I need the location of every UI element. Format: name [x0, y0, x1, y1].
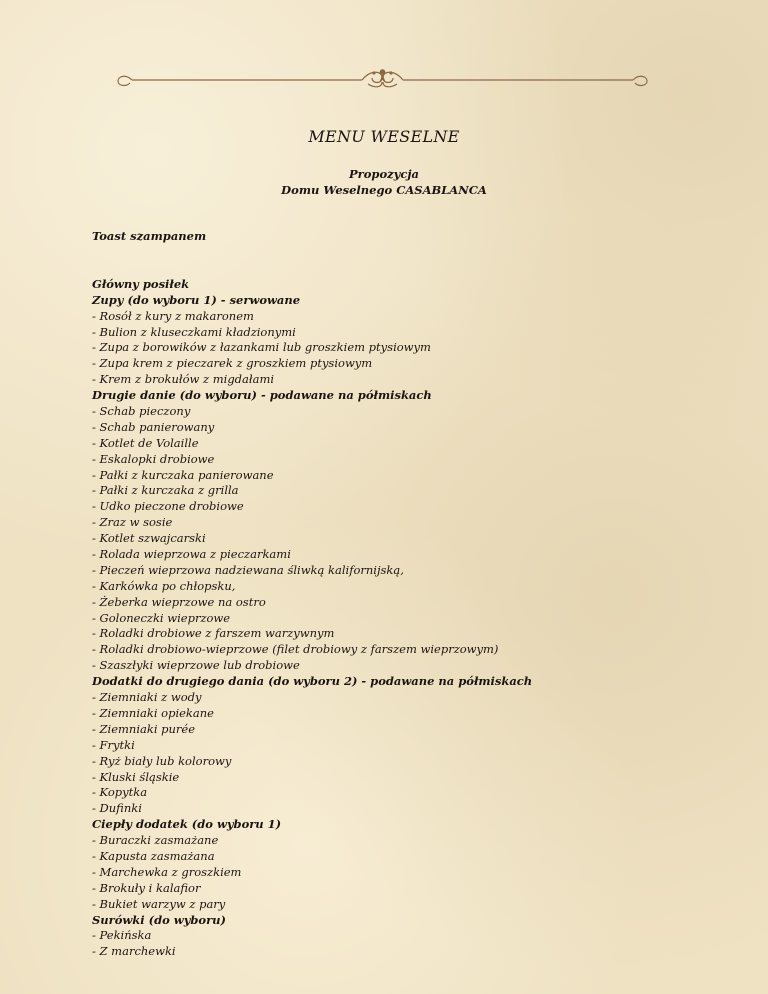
menu-item: - Zraz w sosie — [92, 515, 173, 530]
menu-item: - Kotlet szwajcarski — [92, 531, 206, 546]
menu-item: - Bukiet warzyw z pary — [92, 896, 226, 911]
menu-item: - Roladki drobiowo-wieprzowe (filet drobiowy z farszem wieprzowym) — [92, 642, 499, 657]
menu-item: - Kapusta zasmażana — [92, 848, 215, 863]
second-course-heading: Drugie danie (do wyboru) - podawane na półmiskach — [92, 388, 432, 403]
menu-item: - Brokuły i kalafior — [92, 880, 201, 895]
menu-item: - Pieczeń wieprzowa nadziewana śliwką kalifornijską, — [92, 562, 404, 577]
menu-item: - Żeberka wieprzowe na ostro — [92, 594, 266, 609]
menu-item: - Karkówka po chłopsku, — [92, 578, 236, 593]
menu-item: - Eskalopki drobiowe — [92, 451, 215, 466]
page-title: MENU WESELNE — [308, 127, 460, 146]
menu-item: - Kluski śląskie — [92, 769, 180, 784]
menu-item: - Zupa z borowików z łazankami lub groszkiem ptysiowym — [92, 340, 431, 355]
menu-item: - Rosół z kury z makaronem — [92, 308, 254, 323]
menu-item: - Zupa krem z pieczarek z groszkiem ptysiowym — [92, 356, 373, 371]
menu-item: - Pałki z kurczaka panierowane — [92, 467, 274, 482]
menu-item: - Pekińska — [92, 928, 152, 943]
floral-divider-icon — [110, 64, 655, 92]
menu-content — [92, 229, 732, 960]
menu-item: - Roladki drobiowe z farszem warzywnym — [92, 626, 335, 641]
side-dishes-heading: Dodatki do drugiego dania (do wyboru 2) - podawane na półmiskach — [92, 674, 533, 689]
menu-item: - Dufinki — [92, 801, 142, 816]
menu-item: - Udko pieczone drobiowe — [92, 499, 244, 514]
menu-item: - Marchewka z groszkiem — [92, 864, 242, 879]
main-meal-heading: Główny posiłek — [92, 276, 190, 291]
menu-item: - Ryż biały lub kolorowy — [92, 753, 232, 768]
menu-item: - Buraczki zasmażane — [92, 833, 219, 848]
subtitle-venue: Domu Weselnego CASABLANCA — [281, 183, 487, 197]
menu-item: - Krem z brokułów z migdałami — [92, 372, 275, 387]
menu-item: - Bulion z kluseczkami kładzionymi — [92, 324, 296, 339]
menu-item: - Ziemniaki z wody — [92, 690, 202, 705]
menu-item: - Goloneczki wieprzowe — [92, 610, 231, 625]
subtitle-proposal: Propozycja — [349, 167, 419, 181]
menu-item: - Kotlet de Volaille — [92, 435, 199, 450]
menu-item: - Kopytka — [92, 785, 148, 800]
menu-item: - Pałki z kurczaka z grilla — [92, 483, 239, 498]
soups-heading: Zupy (do wyboru 1) - serwowane — [92, 292, 301, 307]
menu-item: - Szaszłyki wieprzowe lub drobiowe — [92, 658, 300, 673]
menu-item: - Z marchewki — [92, 944, 176, 959]
menu-item: - Schab pieczony — [92, 404, 191, 419]
menu-item: - Ziemniaki opiekane — [92, 705, 214, 720]
menu-item: - Rolada wieprzowa z pieczarkami — [92, 547, 291, 562]
toast-line: Toast szampanem — [92, 229, 207, 243]
menu-item: - Ziemniaki purée — [92, 721, 196, 736]
warm-side-heading: Ciepły dodatek (do wyboru 1) — [92, 817, 282, 832]
menu-item: - Schab panierowany — [92, 419, 215, 434]
menu-item: - Frytki — [92, 737, 135, 752]
salads-heading: Surówki (do wyboru) — [92, 912, 226, 927]
